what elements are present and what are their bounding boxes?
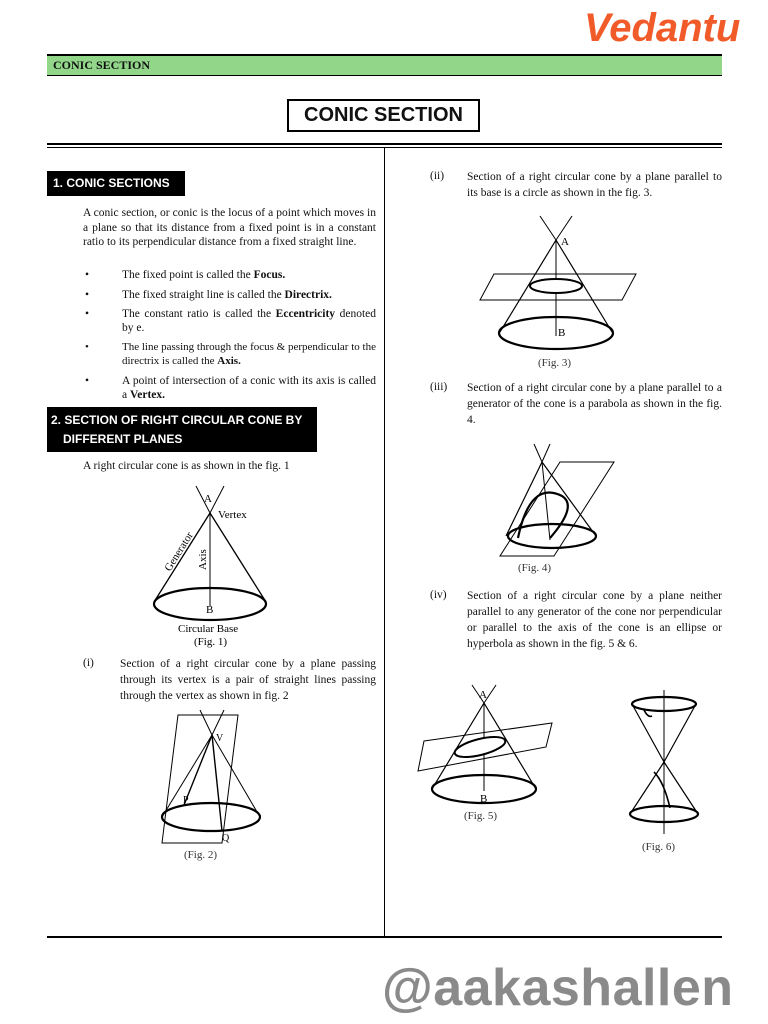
- section1-intro: A conic section, or conic is the locus of a point which moves in a plane so that its distance from a fixed point is in a constant ratio to its perpendicular distance from a fixed straight line.: [83, 207, 376, 248]
- section2-heading-line1: 2. SECTION OF RIGHT CIRCULAR CONE BY: [51, 413, 303, 427]
- fig6-double-cone-diagram: [622, 690, 708, 856]
- fig5-cone-diagram: [414, 683, 554, 826]
- bullet-axis: • The line passing through the focus & perpendicular to the directrix is called the Axis.: [85, 341, 376, 367]
- section1-heading: 1. CONIC SECTIONS: [47, 171, 185, 196]
- fig1-cone-diagram: [140, 478, 280, 650]
- fig4-upper-right: [542, 444, 550, 462]
- fig2-upper-left: [200, 710, 212, 735]
- vedantu-logo[interactable]: Vedantu: [584, 6, 741, 50]
- fig4-upper-left: [534, 444, 542, 462]
- section2-heading: [47, 407, 317, 452]
- fig4-parabola: [518, 493, 568, 538]
- fig6-upper-right-generator: [664, 704, 696, 762]
- chapter-band: CONIC SECTION: [47, 56, 722, 75]
- fig6-lower-hyperbola-branch: [654, 772, 670, 808]
- bullet-eccentricity: • The constant ratio is called the Eccentricity denoted by e.: [85, 308, 377, 334]
- band-rule: [47, 75, 722, 76]
- fig5-label-b: B: [480, 793, 488, 805]
- fig3-upper-left: [540, 216, 556, 240]
- fig6-upper-left-generator: [632, 704, 664, 762]
- fig3-cone-diagram: [476, 212, 638, 372]
- fig6-caption: (Fig. 6): [642, 841, 675, 853]
- fig2-label-v: V: [216, 733, 224, 744]
- fig2-label-p: P: [183, 795, 189, 806]
- fig1-caption: (Fig. 1): [194, 636, 227, 648]
- fig1-label-axis: Axis: [197, 549, 209, 570]
- bullet-vertex: • A point of intersection of a conic with its axis is called a Vertex.: [85, 375, 376, 401]
- fig2-upper-right: [212, 710, 224, 735]
- fig4-cone-diagram: [490, 440, 620, 576]
- column-divider: [384, 148, 385, 936]
- item-i-text: Section of a right circular cone by a plane passing through its vertex is a pair of straight lines passing through the vertex as shown in fig. 2: [120, 658, 376, 702]
- item-iii-number: (iii): [430, 381, 448, 393]
- section2-intro: A right circular cone is as shown in the fig. 1: [83, 460, 290, 472]
- item-iv-text: Section of a right circular cone by a plane neither parallel to any generator of the cone nor perpendicular or parallel to the axis of the cone is an ellipse or hyperbola as shown in the fig. 5 & 6.: [467, 590, 722, 650]
- page-title: CONIC SECTION: [287, 99, 480, 132]
- footer-rule: [47, 936, 722, 938]
- watermark-text: @aakashallen: [382, 959, 734, 1017]
- fig1-label-b: B: [206, 604, 214, 616]
- fig2-base-ellipse: [162, 803, 260, 831]
- item-ii-text: Section of a right circular cone by a plane parallel to its base is a circle as shown in the fig. 3.: [467, 171, 722, 199]
- item-ii-number: (ii): [430, 170, 445, 182]
- item-iv-number: (iv): [430, 589, 447, 601]
- fig1-label-generator: Generator: [162, 529, 196, 574]
- section2-heading-line2: DIFFERENT PLANES: [63, 432, 183, 446]
- fig3-caption: (Fig. 3): [538, 357, 571, 369]
- title-rule-top: [47, 143, 722, 145]
- fig5-label-a: A: [479, 689, 487, 701]
- fig1-label-base: Circular Base: [178, 623, 239, 635]
- fig2-label-q: Q: [222, 833, 230, 844]
- item-iii-text: Section of a right circular cone by a plane parallel to a generator of the cone is a parabola as shown in the fig. 4.: [467, 382, 722, 426]
- bullet-focus: • The fixed point is called the Focus.: [85, 269, 286, 281]
- fig3-circle-section: [530, 279, 582, 293]
- item-i-number: (i): [83, 657, 94, 669]
- fig2-cone-diagram: [150, 705, 275, 865]
- fig4-caption: (Fig. 4): [518, 562, 551, 574]
- fig5-ellipse-section: [453, 733, 507, 761]
- fig2-caption: (Fig. 2): [184, 849, 217, 861]
- fig1-label-vertex: Vertex: [218, 509, 247, 521]
- fig5-caption: (Fig. 5): [464, 810, 497, 822]
- fig3-label-a: A: [561, 236, 569, 248]
- bullet-directrix: • The fixed straight line is called the Directrix.: [85, 289, 332, 301]
- fig2-plane: [162, 715, 238, 843]
- fig4-axis: [542, 462, 550, 540]
- fig1-label-a: A: [204, 493, 212, 505]
- fig3-label-b: B: [558, 327, 566, 339]
- fig4-plane: [500, 462, 614, 556]
